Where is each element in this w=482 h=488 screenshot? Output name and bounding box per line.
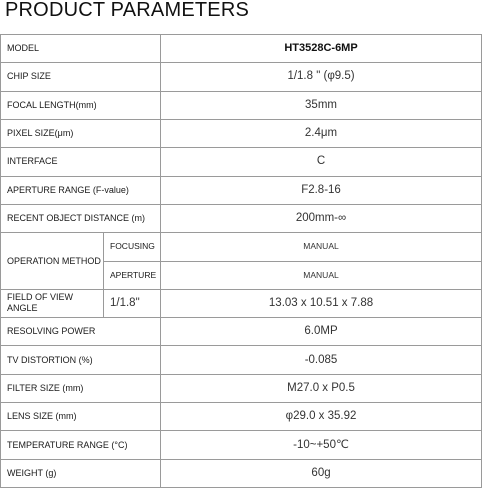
- row-value: M27.0 x P0.5: [161, 374, 482, 402]
- table-row-object-distance: [1, 204, 482, 232]
- table-row-field-of-view: [1, 289, 482, 317]
- row-label: RECENT OBJECT DISTANCE (m): [1, 204, 161, 232]
- row-label: FILTER SIZE (mm): [1, 374, 161, 402]
- row-label: WEIGHT (g): [1, 459, 161, 487]
- table-row-aperture-range: [1, 176, 482, 204]
- row-label: LENS SIZE (mm): [1, 403, 161, 431]
- table-row-model: [1, 35, 482, 63]
- table-row-weight: [1, 459, 482, 487]
- table-row-pixel-size: [1, 119, 482, 147]
- row-label: RESOLVING POWER: [1, 318, 161, 346]
- row-value: φ29.0 x 35.92: [161, 403, 482, 431]
- table-row-lens-size: [1, 403, 482, 431]
- focusing-label: FOCUSING: [104, 233, 161, 261]
- page-title: PRODUCT PARAMETERS: [5, 0, 250, 21]
- table-row-tv-distortion: [1, 346, 482, 374]
- row-value: 35mm: [161, 91, 482, 119]
- operation-method-label: OPERATION METHOD: [1, 233, 104, 290]
- table-row-chip-size: [1, 63, 482, 91]
- fov-sensor-size: 1/1.8": [104, 289, 161, 317]
- row-value: HT3528C-6MP: [161, 35, 482, 63]
- row-label: INTERFACE: [1, 148, 161, 176]
- table-row-resolving-power: [1, 318, 482, 346]
- table-row-filter-size: [1, 374, 482, 402]
- row-value: -0.085: [161, 346, 482, 374]
- row-label: TEMPERATURE RANGE (°C): [1, 431, 161, 459]
- aperture-label: APERTURE: [104, 261, 161, 289]
- fov-label: FIELD OF VIEW ANGLE: [1, 289, 104, 317]
- aperture-value: MANUAL: [161, 261, 482, 289]
- row-label: TV DISTORTION (%): [1, 346, 161, 374]
- row-label: PIXEL SIZE(μm): [1, 119, 161, 147]
- focusing-value: MANUAL: [161, 233, 482, 261]
- row-value: -10~+50℃: [161, 431, 482, 459]
- table-row-temperature-range: [1, 431, 482, 459]
- row-value: 2.4μm: [161, 119, 482, 147]
- table-row-focal-length: [1, 91, 482, 119]
- parameters-table: [0, 34, 482, 488]
- row-value: F2.8-16: [161, 176, 482, 204]
- row-value: 1/1.8 " (φ9.5): [161, 63, 482, 91]
- row-value: 200mm-∞: [161, 204, 482, 232]
- table-row-focusing: [1, 233, 482, 261]
- row-value: 6.0MP: [161, 318, 482, 346]
- row-value: C: [161, 148, 482, 176]
- fov-value: 13.03 x 10.51 x 7.88: [161, 289, 482, 317]
- row-label: APERTURE RANGE (F-value): [1, 176, 161, 204]
- row-label: FOCAL LENGTH(mm): [1, 91, 161, 119]
- row-label: CHIP SIZE: [1, 63, 161, 91]
- row-value: 60g: [161, 459, 482, 487]
- row-label: MODEL: [1, 35, 161, 63]
- table-row-interface: [1, 148, 482, 176]
